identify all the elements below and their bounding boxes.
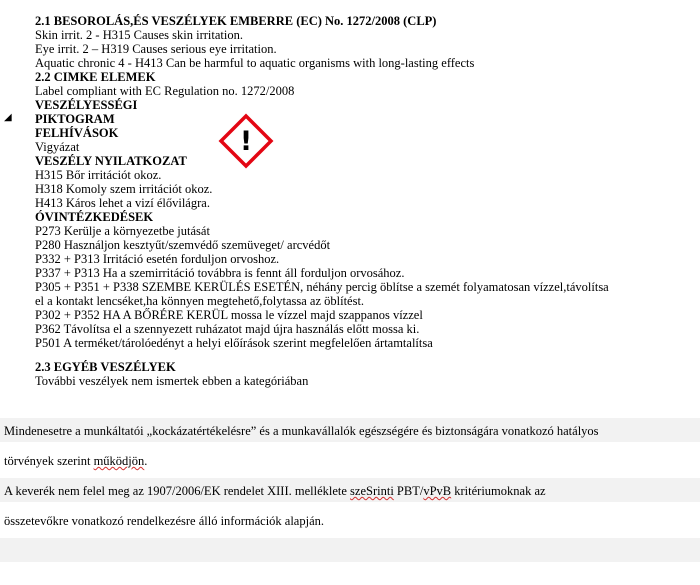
pictogram-label: PIKTOGRAM	[35, 112, 115, 126]
signal-word: Vigyázat	[35, 140, 80, 154]
hazard-statement: H318 Komoly szem irritációt okoz.	[35, 182, 213, 196]
footer-paragraph-line: összetevőkre vonatkozó rendelkezésre álló információk alapján.	[4, 514, 325, 528]
footer-paragraph-line	[4, 484, 546, 498]
collapse-triangle-icon[interactable]: ◢	[4, 112, 12, 123]
precautionary-statement-continued: el a kontakt lencséket,ha könnyen megtehető,folytassa az öblítést.	[35, 294, 365, 308]
other-hazards-text: További veszélyek nem ismertek ebben a kategóriában	[35, 374, 309, 388]
footer-text-segment: A keverék nem felel meg az 1907/2006/EK rendelet XIII. melléklete	[4, 484, 351, 498]
footer-paragraph-line	[4, 454, 147, 468]
footer-text-segment: .	[144, 454, 148, 468]
classification-line: Aquatic chronic 4 - H413 Can be harmful to aquatic organisms with long-lasting effects	[35, 56, 475, 70]
hazard-statement: H413 Káros lehet a vizí élővilágra.	[35, 196, 210, 210]
precautionary-statement: P501 A terméket/tárolóedényt a helyi előírások szerint megfelelően ártamtalítsa	[35, 336, 433, 350]
precautionary-statement: P332 + P313 Irritáció esetén forduljon orvoshoz.	[35, 252, 280, 266]
footer-band	[0, 538, 700, 562]
exclamation-hazard-pictogram-icon	[218, 113, 274, 169]
precautionary-statement: P302 + P352 HA A BŐRÉRE KERÜL mossa le vízzel majd szappanos vízzel	[35, 308, 423, 322]
section-2-1-heading: 2.1 BESOROLÁS,ÉS VESZÉLYEK EMBERRE (EC) No. 1272/2008 (CLP)	[35, 14, 437, 28]
spellcheck-marked-word: vPvB	[423, 484, 452, 498]
spellcheck-marked-word: szeSrinti	[350, 484, 394, 498]
classification-line: Eye irrit. 2 – H319 Causes serious eye irritation.	[35, 42, 277, 56]
section-2-2-heading: 2.2 CIMKE ELEMEK	[35, 70, 156, 84]
precautionary-statement: P280 Használjon kesztyűt/szemvédő szemüveget/ arcvédőt	[35, 238, 331, 252]
hazard-statements-heading: VESZÉLY NYILATKOZAT	[35, 154, 187, 168]
precautionary-statement: P273 Kerülje a környezetbe jutását	[35, 224, 210, 238]
precautionary-statement: P337 + P313 Ha a szemirritáció továbbra is fennt áll forduljon orvosához.	[35, 266, 405, 280]
footer-text-segment: kritériumoknak az	[451, 484, 546, 498]
footer-paragraph-line: Mindenesetre a munkáltatói „kockázatértékelésre” és a munkavállalók egészségére és biztonságára vonatkozó hatályos	[4, 424, 599, 438]
spellcheck-marked-word: működjön	[93, 454, 145, 468]
signal-heading: FELHÍVÁSOK	[35, 126, 119, 140]
precautionary-heading: ÓVINTÉZKEDÉSEK	[35, 210, 154, 224]
pictogram-symbol: !	[239, 126, 253, 157]
classification-line: Skin irrit. 2 - H315 Causes skin irritation.	[35, 28, 243, 42]
section-2-3-heading: 2.3 EGYÉB VESZÉLYEK	[35, 360, 176, 374]
hazard-heading: VESZÉLYESSÉGI	[35, 98, 138, 112]
footer-text-segment: PBT/	[393, 484, 424, 498]
hazard-statement: H315 Bőr irritációt okoz.	[35, 168, 162, 182]
precautionary-statement: P362 Távolítsa el a szennyezett ruházatot majd újra használás előtt mossa ki.	[35, 322, 420, 336]
compliance-note: Label compliant with EC Regulation no. 1272/2008	[35, 84, 295, 98]
precautionary-statement: P305 + P351 + P338 SZEMBE KERÜLÉS ESETÉN, néhány percig öblítse a szemét folyamatosan vízzel,távolítsa	[35, 280, 609, 294]
footer-text-segment: törvények szerint	[4, 454, 94, 468]
